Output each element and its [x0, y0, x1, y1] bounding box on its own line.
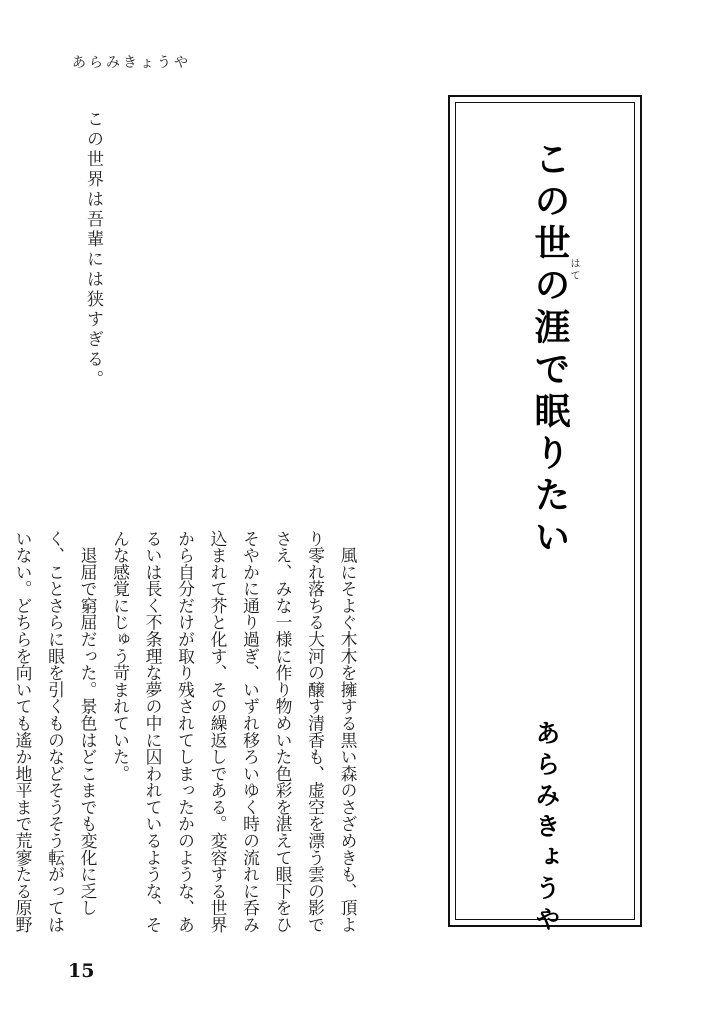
story-author: あらみきょうや	[532, 720, 561, 937]
page-number: 15	[68, 960, 95, 982]
body-text	[13, 530, 364, 940]
running-head-author: あらみきょうや	[72, 55, 191, 71]
story-title: この世の涯で眠りたい	[529, 140, 571, 560]
body-paragraph: 風にそよぐ木木を擁する黒い森のさざめきも、頂より零れ落ちる大河の醸す清香も、虚空を漂う雲の影でさえ、みな一様に作り物めいた色彩を湛えて眼下をひそやかに通り過ぎ、いずれ移ろいゆく時の流れに呑み込まれて芥と化す、その繰返しである。変容する世界から自分だけが取り残されてしまったかのような、あるいは長く不条理な夢の中に囚われているような、そんな感覚にじゅう苛まれていた。	[110, 530, 358, 933]
title-ruby: はて	[568, 258, 579, 282]
epigraph: この世界は吾輩には狭すぎる。	[83, 110, 103, 390]
body-paragraph: 退屈で窮屈だった。景色はどこまでも変化に乏しく、ことさらに眼を引くものなどそうそう転がってはいない。どちらを向いても遙か地平まで荒寥たる原野	[13, 530, 98, 933]
